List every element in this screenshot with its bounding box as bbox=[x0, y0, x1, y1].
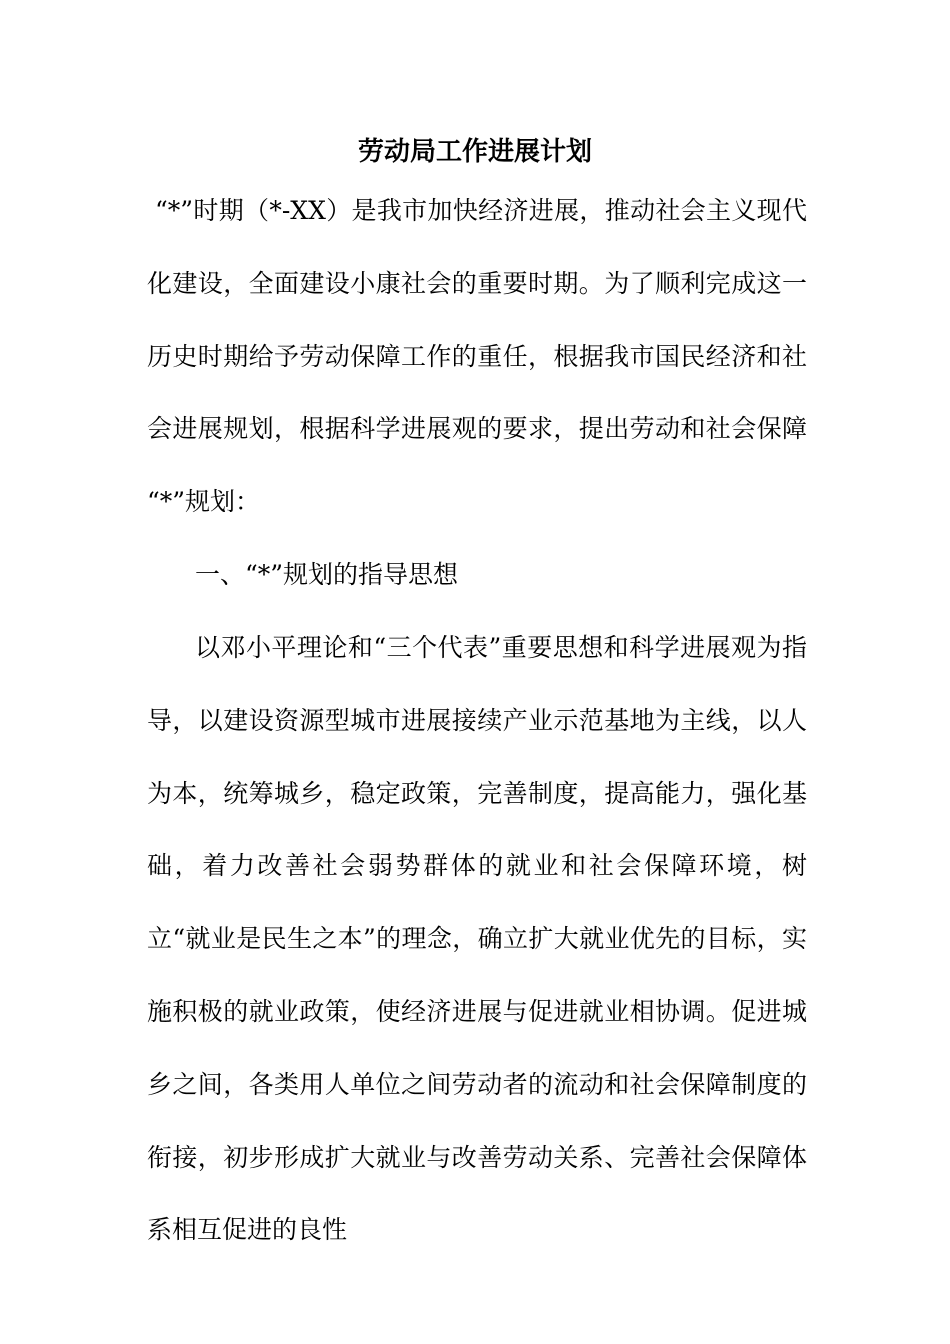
paragraph-guiding-ideology: 以邓小平理论和“三个代表”重要思想和科学进展观为指导，以建设资源型城市进展接续产业示范基地为主线，以人为本，统筹城乡，稳定政策，完善制度，提高能力，强化基础，着力改善社会弱势群体的就业和社会保障环境，树立“就业是民生之本”的理念，确立扩大就业优先的目标，实施积极的就业政策，使经济进展与促进就业相协调。促进城乡之间，各类用人单位之间劳动者的流动和社会保障制度的衔接，初步形成扩大就业与改善劳动关系、完善社会保障体系相互促进的良性 bbox=[147, 633, 807, 1245]
paragraph-intro: “*”时期（*-XX）是我市加快经济进展，推动社会主义现代化建设，全面建设小康社会的重要时期。为了顺利完成这一历史时期给予劳动保障工作的重任，根据我市国民经济和社会进展规划，根据科学进展观的要求，提出劳动和社会保障 “*”规划： bbox=[147, 196, 807, 517]
section-heading-guiding-ideology: 一、“*”规划的指导思想 bbox=[195, 560, 459, 589]
document-title: 劳动局工作进展计划 bbox=[357, 137, 592, 167]
